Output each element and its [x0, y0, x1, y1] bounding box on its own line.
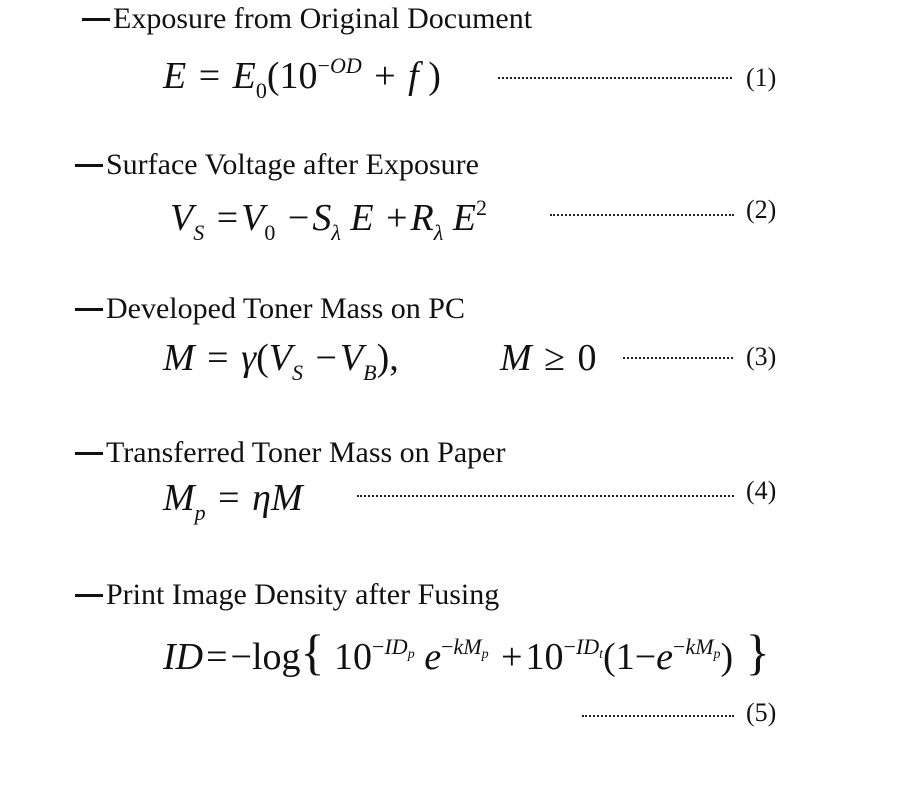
- dotted-leader: [623, 357, 733, 359]
- heading-exposure: [82, 2, 532, 36]
- equation-5: ID=−log{ $10^{-ID_p}$ $e^{-kM_p} +10^{-ID_t}(1-e^{-kM_p})$ }: [163, 624, 770, 680]
- equation-number: (4): [746, 476, 777, 505]
- heading-print-density: [75, 578, 499, 612]
- heading-transferred-toner: [75, 436, 506, 470]
- equation-number: (3): [746, 342, 777, 371]
- dotted-leader: [550, 214, 734, 216]
- equation-1: $E = E_0(10^{-OD} + f$ ): [163, 53, 441, 103]
- dotted-leader: [582, 715, 734, 717]
- dash-bullet: [82, 18, 110, 21]
- equation-3: $M = \gamma(V_S -V_B)$,: [163, 337, 399, 385]
- equation-number: (1): [746, 63, 777, 92]
- equation-2: $V_S =V_0 -S_\lambda$ $E +R_\lambda$ $E^2$: [170, 195, 487, 245]
- heading-surface-voltage: [75, 148, 479, 182]
- dash-bullet: [75, 452, 103, 455]
- dash-bullet: [75, 164, 103, 167]
- equation-number: (2): [746, 195, 777, 224]
- heading-text: Exposure from Original Document: [113, 2, 533, 35]
- heading-text: Transferred Toner Mass on Paper: [106, 436, 506, 469]
- heading-text: Surface Voltage after Exposure: [106, 148, 479, 181]
- heading-text: Print Image Density after Fusing: [106, 578, 500, 611]
- dotted-leader: [357, 495, 734, 497]
- heading-toner-mass-pc: [75, 292, 465, 326]
- dash-bullet: [75, 594, 103, 597]
- equation-4: $M_p = \eta M$: [163, 477, 303, 525]
- dotted-leader: [498, 77, 732, 79]
- equation-3-condition: M ≥ 0: [500, 337, 597, 379]
- dash-bullet: [75, 308, 103, 311]
- heading-text: Developed Toner Mass on PC: [106, 292, 465, 325]
- equation-number: (5): [746, 698, 777, 727]
